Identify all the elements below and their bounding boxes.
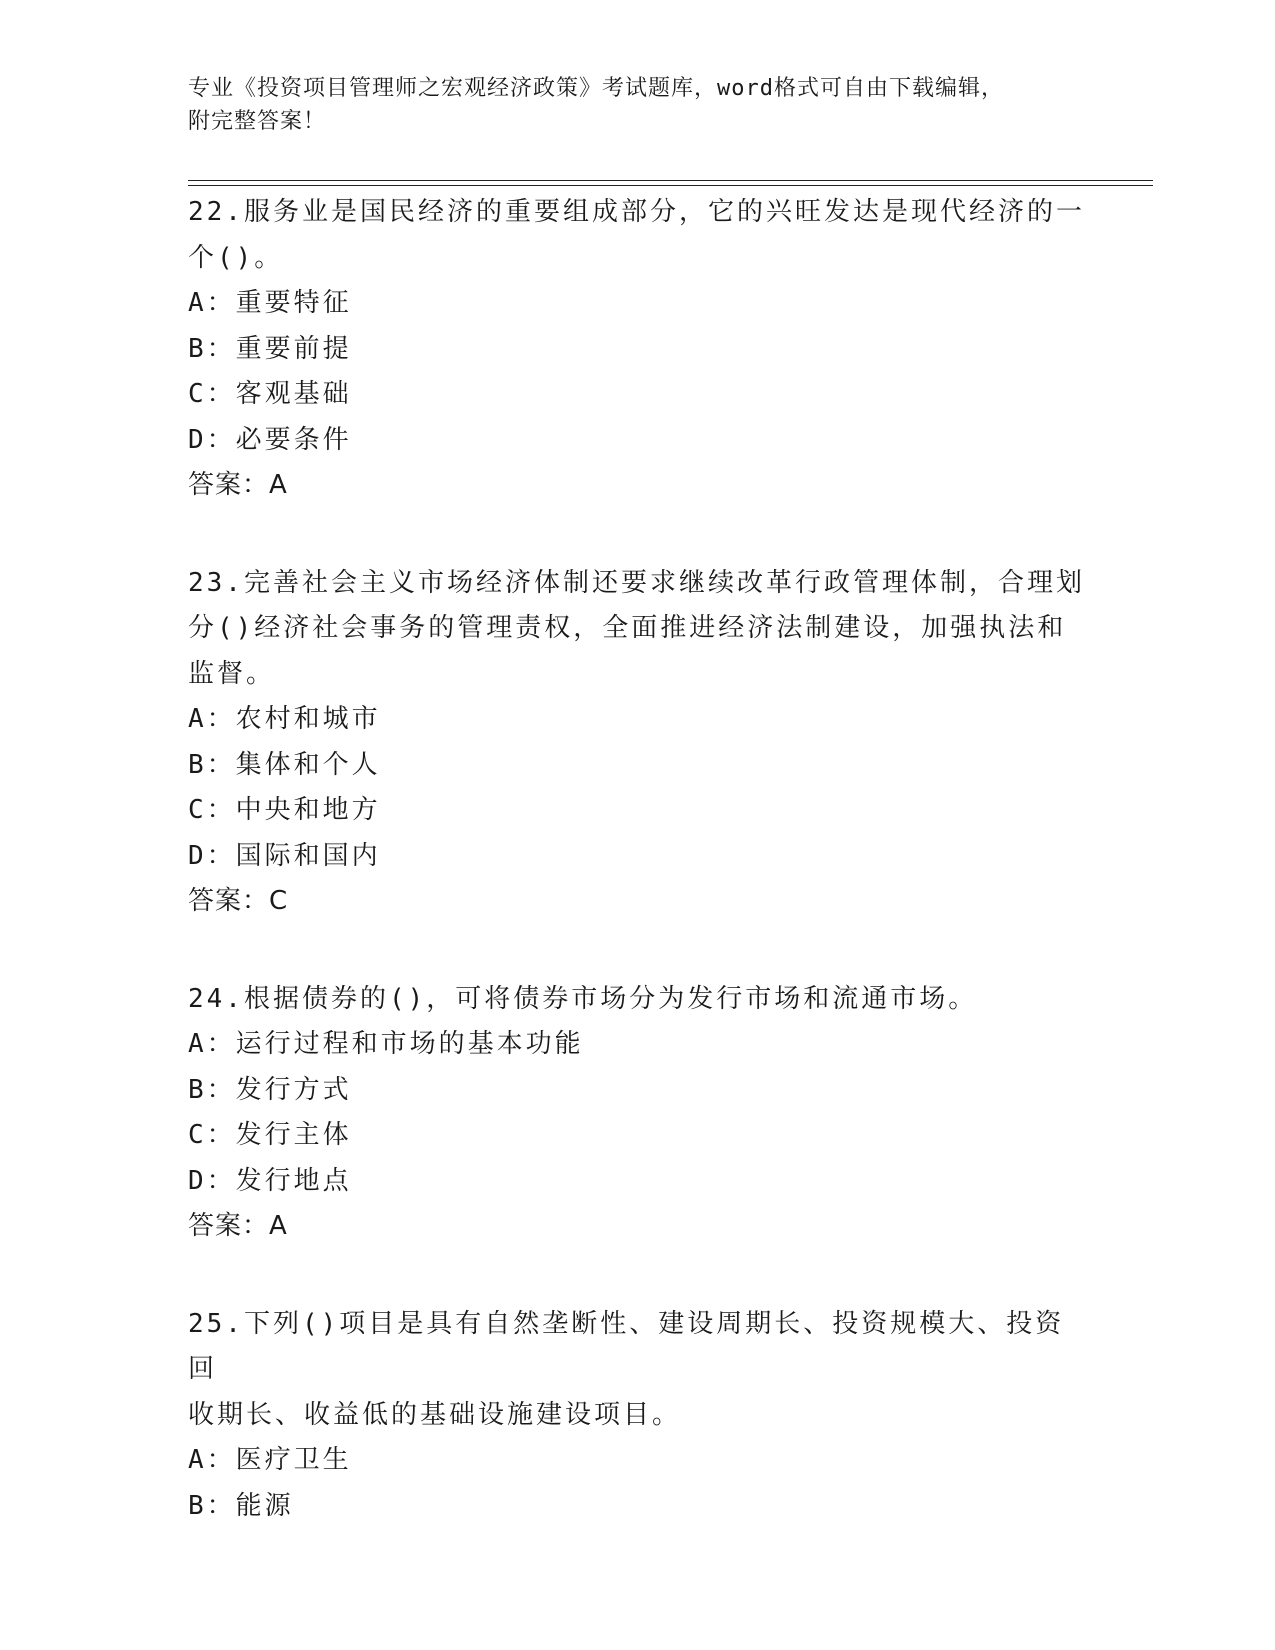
option-d: D：发行地点 — [188, 1165, 352, 1196]
question-25 — [188, 1302, 1088, 1530]
option-d: D：必要条件 — [188, 424, 352, 455]
question-text — [188, 190, 1088, 281]
question-text — [188, 977, 1088, 1023]
question-line: 24.根据债券的()，可将债券市场分为发行市场和流通市场。 — [188, 983, 978, 1014]
question-text — [188, 561, 1088, 698]
question-line: 收期长、收益低的基础设施建设项目。 — [188, 1399, 682, 1430]
document-header — [188, 72, 1068, 138]
question-line: 个()。 — [188, 242, 284, 273]
question-line: 23.完善社会主义市场经济体制还要求继续改革行政管理体制，合理划 — [188, 567, 1085, 598]
question-text — [188, 1302, 1088, 1439]
header-line-1: 专业《投资项目管理师之宏观经济政策》考试题库，word格式可自由下载编辑， — [188, 76, 1004, 101]
answer-label: 答案：C — [188, 886, 289, 916]
question-24 — [188, 977, 1088, 1250]
header-divider-top — [188, 180, 1153, 181]
option-a: A：医疗卫生 — [188, 1445, 352, 1475]
question-22 — [188, 190, 1088, 509]
header-line-2: 附完整答案！ — [188, 109, 327, 134]
question-line: 25.下列()项目是具有自然垄断性、建设周期长、投资规模大、投资回 — [188, 1308, 1065, 1384]
option-a: A：重要特征 — [188, 288, 352, 318]
question-line: 分()经济社会事务的管理责权，全面推进经济法制建设，加强执法和 — [188, 613, 1067, 643]
question-line: 22.服务业是国民经济的重要组成部分，它的兴旺发达是现代经济的一 — [188, 197, 1085, 227]
option-b: B：集体和个人 — [188, 749, 381, 780]
question-23 — [188, 561, 1088, 925]
header-divider-bottom — [188, 185, 1153, 186]
option-a: A：农村和城市 — [188, 704, 381, 734]
option-b: B：能源 — [188, 1490, 294, 1521]
option-c: C：发行主体 — [188, 1120, 352, 1150]
option-b: B：发行方式 — [188, 1074, 352, 1105]
question-line: 监督。 — [188, 658, 276, 689]
option-c: C：中央和地方 — [188, 795, 381, 825]
option-d: D：国际和国内 — [188, 840, 381, 871]
option-c: C：客观基础 — [188, 379, 352, 409]
answer-label: 答案：A — [188, 1211, 288, 1241]
option-b: B：重要前提 — [188, 333, 352, 364]
answer-label: 答案：A — [188, 470, 288, 500]
question-list — [188, 190, 1088, 1581]
option-a: A：运行过程和市场的基本功能 — [188, 1029, 584, 1059]
